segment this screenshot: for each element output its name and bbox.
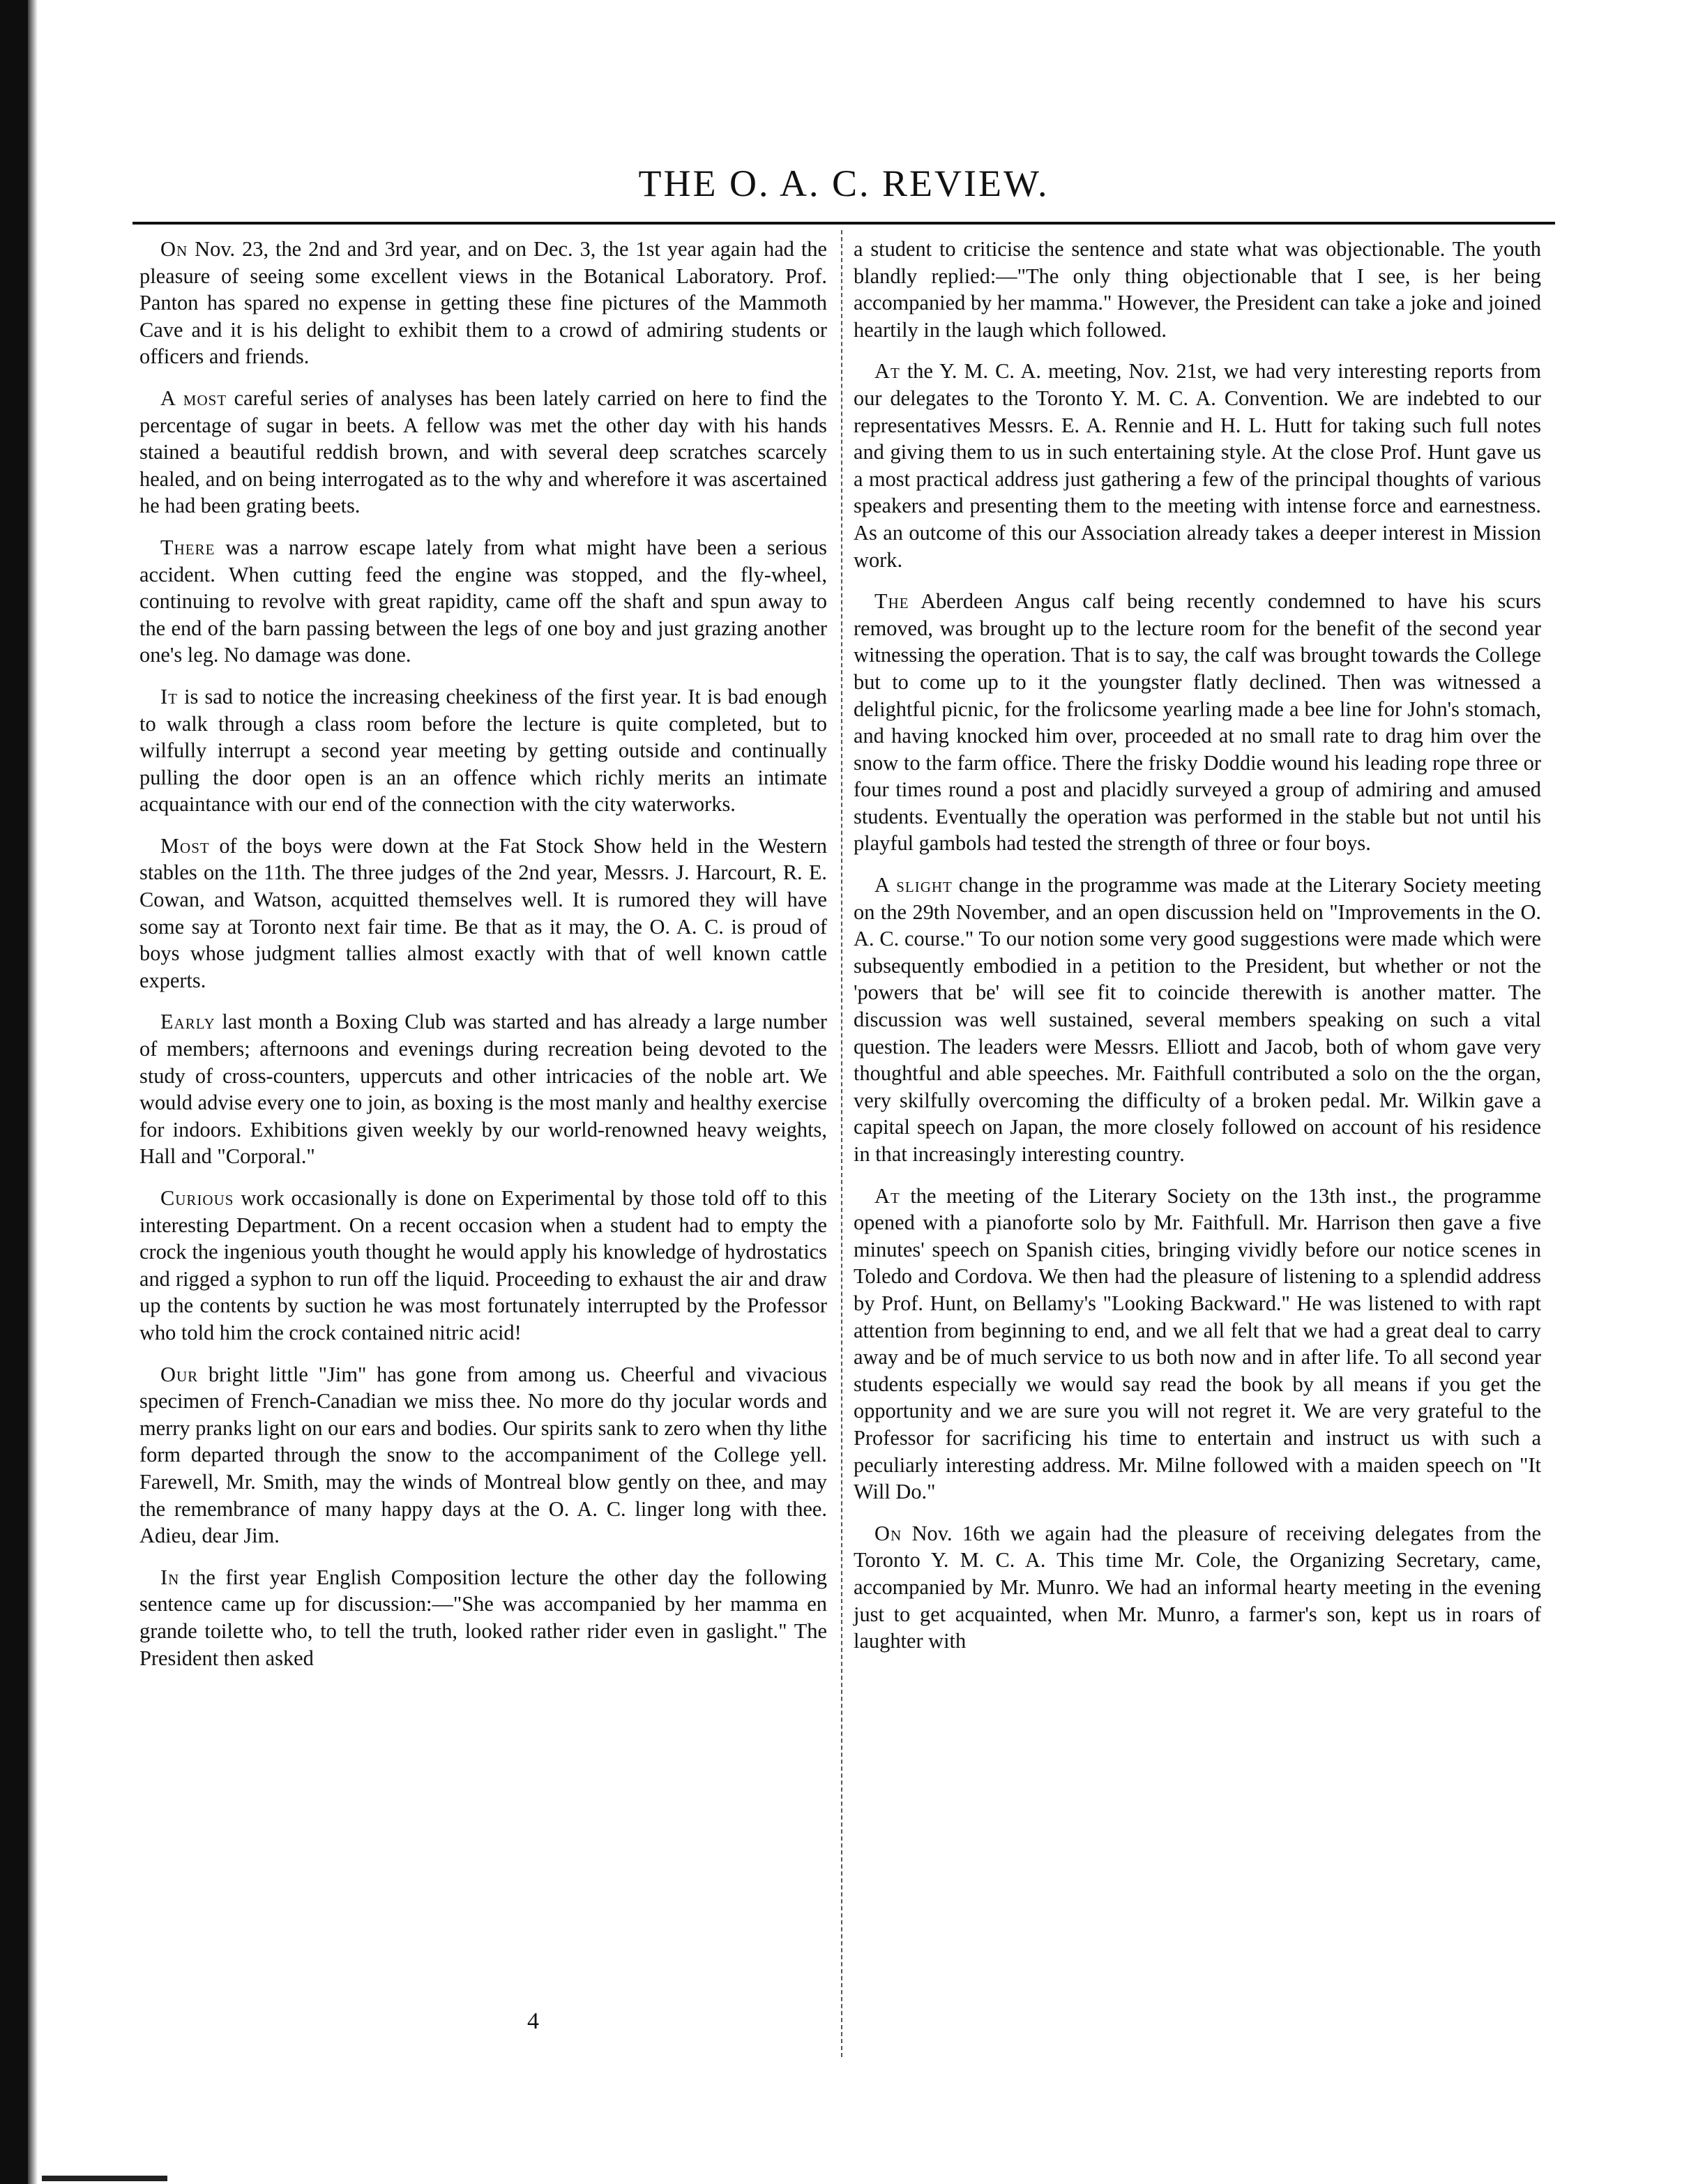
right-column [854, 236, 1541, 1669]
paragraph-lead: On [874, 1521, 902, 1545]
paragraph-lead: Early [160, 1010, 215, 1034]
paragraph-text: Aberdeen Angus calf being recently condemned to have his scurs removed, was brought up to the lecture room for the benefit of the second year witnessing the operation. That is to say, the calf was brought towards the College but to come up to it the youngster flatly declined. Then was witnessed a delightful picnic, for the frolicsome yearling made a bee line for John's stomach, and having knocked him over, proceeded at no small rate to drag him over the snow to the farm office. There the frisky Doddie wound his leading rope three or four times round a post and placidly surveyed a group of admiring and amused students. Eventually the operation was performed in the stable but not until his playful gambols had tested the strength of three or four boys. [854, 589, 1541, 856]
paragraph [139, 1008, 827, 1170]
masthead-rule [132, 222, 1555, 225]
paragraph-lead: There [160, 535, 215, 559]
paragraph [139, 385, 827, 520]
paragraph [854, 358, 1541, 573]
paragraph-text: a student to criticise the sentence and state what was objectionable. The youth blandly replied:—"The only thing objectionable that I see, is her being accompanied by her mamma." However, the President can take a joke and joined heartily in the laugh which followed. [854, 237, 1541, 342]
paragraph [854, 588, 1541, 857]
paragraph-continued [854, 236, 1541, 343]
paragraph-lead: Curious [160, 1186, 234, 1210]
paragraph-lead: At [874, 359, 900, 384]
column-divider [841, 230, 842, 2057]
paragraph-text: the meeting of the Literary Society on the 13th inst., the programme opened with a pianoforte solo by Mr. Faithfull. Mr. Harrison then gave a five minutes' speech on Spanish cities, bringing vividly before our notice scenes in Toledo and Cordova. We then had the pleasure of listening to a splendid address by Prof. Hunt, on Bellamy's "Looking Backward." He was listened to with rapt attention from beginning to end, and we all felt that we had a great deal to carry away and be of much service to us both now and in after life. To all second year students especially we would say read the book by all means if you get the opportunity and we are sure you will not regret it. We are very grateful to the Professor for sacrificing his time to entertain and instruct us with such a peculiarly interesting address. Mr. Milne followed with a maiden speech on "It Will Do." [854, 1183, 1541, 1504]
paragraph-text: is sad to notice the increasing cheekiness of the first year. It is bad enough to walk through a class room before the lecture is quite completed, but to wilfully interrupt a second year meeting by getting outside and continually pulling the door open is an an offence which richly merits an intimate acquaintance with our end of the connection with the city waterworks. [139, 684, 827, 817]
paragraph-text: of the boys were down at the Fat Stock Show held in the Western stables on the 11th. The three judges of the 2nd year, Messrs. J. Harcourt, R. E. Cowan, and Watson, acquitted themselves well. It is rumored they will have some say at Toronto next fair time. Be that as it may, the O. A. C. is proud of boys whose judgment tallies almost exactly with that of well known cattle experts. [139, 833, 827, 992]
paragraph-lead: A slight [874, 873, 953, 897]
masthead: THE O. A. C. REVIEW. [638, 162, 1050, 204]
paragraph-text: bright little "Jim" has gone from among us. Cheerful and vivacious specimen of French-Canadian we miss thee. No more do thy jocular words and merry pranks light on our ears and bodies. Our spirits sank to zero when thy lithe form departed through the snow to the accompaniment of the College yell. Farewell, Mr. Smith, may the winds of Montreal blow gently on thee, and may the remembrance of many happy days at the O. A. C. linger long with thee. Adieu, dear Jim. [139, 1362, 827, 1548]
paragraph [139, 1361, 827, 1549]
scan-edge-shadow [28, 0, 38, 2184]
paragraph [139, 833, 827, 994]
paragraph-lead: In [160, 1565, 180, 1589]
paragraph-lead: At [874, 1183, 900, 1208]
paragraph [854, 1183, 1541, 1506]
scan-smudge [42, 2176, 167, 2181]
paragraph-lead: It [160, 684, 178, 708]
left-column [139, 236, 827, 1686]
paragraph-text: Nov. 16th we again had the pleasure of receiving delegates from the Toronto Y. M. C. A. This time Mr. Cole, the Organizing Secretary, came, accompanied by Mr. Munro. We had an informal hearty meeting in the evening just to get acquainted, when Mr. Munro, a farmer's son, kept us in roars of laughter with [854, 1521, 1541, 1653]
paragraph-text: last month a Boxing Club was started and has already a large number of members; afternoons and evenings during recreation being devoted to the study of cross-counters, uppercuts and other intricacies of the noble art. We would advise every one to join, as boxing is the most manly and healthy exercise for indoors. Exhibitions given weekly by our world-renowned heavy weights, Hall and "Corporal." [139, 1010, 827, 1169]
paragraph-text: the Y. M. C. A. meeting, Nov. 21st, we had very interesting reports from our delegates to the Toronto Y. M. C. A. Convention. We are indebted to our representatives Messrs. E. A. Rennie and H. L. Hutt for taking such full notes and giving them to us in such entertaining style. At the close Prof. Hunt gave us a most practical address just gathering a few of the principal thoughts of various speakers and presenting them to the meeting with intense force and earnestness. As an outcome of this our Association already takes a deeper interest in Mission work. [854, 359, 1541, 572]
paragraph [139, 1185, 827, 1347]
page-number: 4 [527, 2008, 539, 2034]
paragraph-lead: The [874, 589, 909, 614]
paragraph-lead: Our [160, 1362, 199, 1386]
paragraph [139, 534, 827, 669]
scan-edge [0, 0, 28, 2184]
paragraph-text: careful series of analyses has been lately carried on here to find the percentage of sugar in beets. A fellow was met the other day with his hands stained a beautiful reddish brown, and with several deep scratches scarcely healed, and on being interrogated as to the why and wherefore it was ascertained he had been grating beets. [139, 386, 827, 518]
paragraph-text: was a narrow escape lately from what might have been a serious accident. When cutting feed the engine was stopped, and the fly-wheel, continuing to revolve with great rapidity, came off the shaft and spun away to the end of the barn passing between the legs of one boy and just grazing another one's leg. No damage was done. [139, 535, 827, 667]
paragraph-lead: Most [160, 833, 210, 858]
paragraph-text: work occasionally is done on Experimental by those told off to this interesting Department. On a recent occasion when a student had to empty the crock the ingenious youth thought he would apply his knowledge of hydrostatics and rigged a syphon to run off the liquid. Proceeding to exhaust the air and draw up the contents by suction he was most fortunately interrupted by the Professor who told him the crock contained nitric acid! [139, 1186, 827, 1344]
paragraph-text: change in the programme was made at the Literary Society meeting on the 29th November, and an open discussion held on "Improvements in the O. A. C. course." To our notion some very good suggestions were made which were subsequently embodied in a petition to the President, but whether or not the 'powers that be' will see fit to coincide therewith is another matter. The discussion was well sustained, several members speaking on such a vital question. The leaders were Messrs. Elliott and Jacob, both of whom gave very thoughtful and able speeches. Mr. Faithfull contributed a solo on the the organ, very skilfully overcoming the difficulty of a broken pedal. Mr. Wilkin gave a capital speech on Japan, the more closely followed on account of his residence in that increasingly interesting country. [854, 873, 1541, 1166]
paragraph [854, 1520, 1541, 1655]
paragraph-text: the first year English Composition lecture the other day the following sentence came up for discussion:—"She was accompanied by her mamma en grande toilette who, to tell the truth, looked rather rider even in gaslight." The President then asked [139, 1565, 827, 1670]
paragraph [139, 236, 827, 370]
paragraph-lead: A most [160, 386, 227, 410]
paragraph-text: Nov. 23, the 2nd and 3rd year, and on Dec. 3, the 1st year again had the pleasure of seeing some excellent views in the Botanical Laboratory. Prof. Panton has spared no expense in getting these fine pictures of the Mammoth Cave and it is his delight to exhibit them to a crowd of admiring students or officers and friends. [139, 237, 827, 369]
paragraph [854, 872, 1541, 1168]
paragraph [139, 683, 827, 818]
paragraph-lead: On [160, 237, 188, 261]
paragraph [139, 1564, 827, 1671]
